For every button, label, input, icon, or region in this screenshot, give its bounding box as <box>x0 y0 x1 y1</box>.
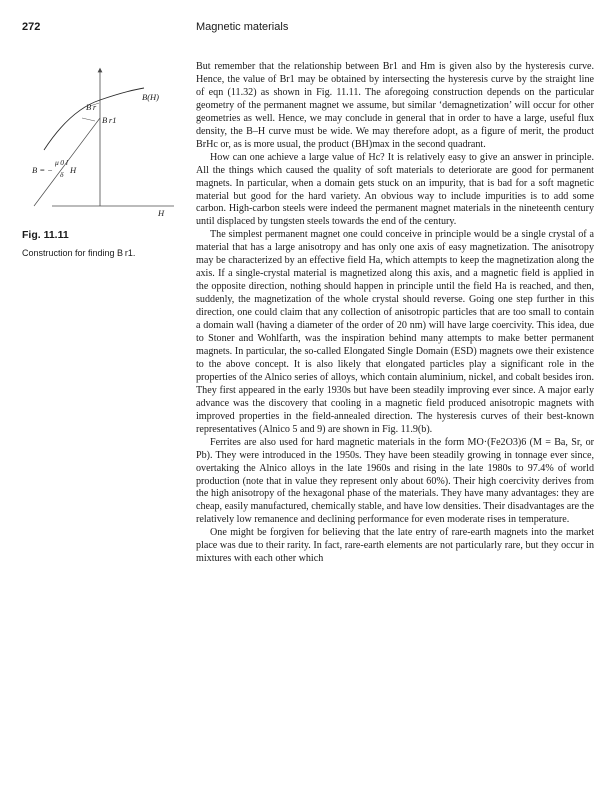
paragraph: But remember that the relationship between Br1 and Hm is given also by the hysteresis curve. Hence, the value of Br1 may be obtained by intersecting the hysteresis curve by the straight line of eqn (11.32) as shown in Fig. 11.11. The aforegoing construction depends on the particular geometry of the permanent magnet we assume, but similar ‘demagnetization’ will occur for other geometries as well. Hence, we may conclude in general that in order to have a large, useful flux density, the B–H curve must be wide. We may therefore adopt, as a figure of merit, the product BrHc or, as is more usual, the product (BH)max in the second quadrant. <box>196 61 594 150</box>
figure-diagram <box>22 58 180 228</box>
figure-number: Fig. 11.11 <box>22 229 69 241</box>
figure-caption <box>22 229 182 261</box>
figure-caption-text: Construction for finding B r1. <box>22 248 136 258</box>
paragraph: One might be forgiven for believing that the late entry of rare-earth magnets into the market place was due to their rarity. In fact, rare-earth elements are not particularly rare, but they occur in mixtures with each other which <box>196 527 594 565</box>
br-label: B r <box>86 102 97 112</box>
br1-leader <box>82 118 95 121</box>
figure-11-11 <box>22 58 180 228</box>
running-head: Magnetic materials <box>196 21 289 33</box>
curve-label: B(H) <box>142 92 159 102</box>
hysteresis-curve <box>44 88 144 150</box>
line-eq-denominator: δ <box>60 170 64 179</box>
paragraph: How can one achieve a large value of Hc? It is relatively easy to give an answer in principle. All the things which caused the quality of soft materials to deteriorate are good for permanent magnets. In particular, when a domain gets stuck on an impurity, that is bad for a soft magnetic material but good for the hard variety. An obvious way to include impurities is to add some carbon. High-carbon steels were indeed the permanent magnet materials in the nineteenth century until displaced by tungsten steels towards the end of the century. <box>196 151 594 228</box>
paragraph: The simplest permanent magnet one could conceive in principle would be a single crystal of a material that has a large anisotropy and has only one axis of easy magnetization. The anisotropy may be characterized by an effective field Ha, which attempts to keep the magnetization along the axis. If a single-crystal material is magnetized along this axis, and a magnetic field is applied in the opposite direction, nothing should happen in principle until the field Ha is reached, and then, suddenly, the magnetization of the whole crystal should reverse. Going one step further in this direction, one could claim that any collection of anisotropic particles that are too small to contain a domain wall (having a diameter of the order of 20 nm) will have large coercivity. This idea, due to Stoner and Wohlfarth, was the inspiration behind many attempts to make better permanent magnets. In particular, the so-called Elongated Single Domain (ESD) magnets owe their existence to the above concept. It is also likely that elongated particles play a significant role in the properties of the Alnico series of alloys, which contain aluminium, nickel, and cobalt besides iron. They first appeared in the early 1930s but have been steadily improving ever since. A major early advance was the discovery that cooling in a magnetic field produced anisotropic magnets with improved properties in the field-annealed direction. The hysteresis curves of their best-known representatives (Alnico 5 and 9) are shown in Fig. 11.9(b). <box>196 229 594 435</box>
paragraph: Ferrites are also used for hard magnetic materials in the form MO·(Fe2O3)6 (M = Ba, Sr, or Pb). They were introduced in the 1950s. They have been steadily growing in tonnage ever since, overtaking the Alnico alloys in the late 1960s and rising in the late 1980s to 97.4% of world production (note that in value they represent only about 60%). Their high coercivity derives from the high anisotropy of the hexagonal phase of the materials. They have many advantages: they are cheap, easily manufactured, chemically stable, and have low densities. Their disadvantages are the relatively low remanence and declining performance for even moderate rises in temperature. <box>196 436 594 526</box>
h-axis-label: H <box>158 208 165 218</box>
line-eq-right: H <box>70 165 77 175</box>
br1-label: B r1 <box>102 115 117 125</box>
body-text <box>196 61 594 566</box>
page-number: 272 <box>22 21 41 33</box>
line-eq-numerator: μ 0 l <box>55 158 68 167</box>
line-eq-left: B = − <box>32 165 53 175</box>
